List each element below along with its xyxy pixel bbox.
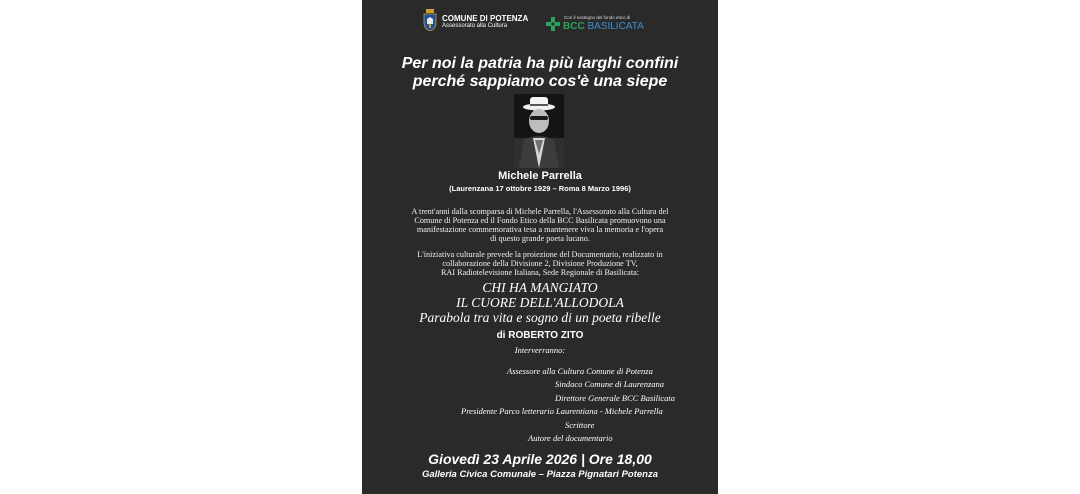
- poet-name: Michele Parrella: [498, 170, 582, 182]
- speaker-role: Presidente Parco letterario Laurentiana - Michele Parrella: [461, 406, 663, 416]
- event-date: Giovedì 23 Aprile 2026 | Ore 18,00: [428, 451, 652, 467]
- speaker-role: Direttore Generale BCC Basilicata: [555, 393, 676, 403]
- speaker-role: Scrittore: [565, 420, 595, 430]
- speaker-name: Roberto Zito: [103, 433, 163, 444]
- assessorato-name: Assessorato alla Cultura: [442, 23, 508, 29]
- comune-name: COMUNE DI POTENZA: [442, 14, 529, 23]
- comune-potenza-crest-icon: [423, 9, 437, 31]
- event-location: Galleria Civica Comunale – Piazza Pignatari Potenza: [421, 469, 658, 480]
- sponsor-region: BASILICATA: [587, 21, 644, 32]
- speaker-name: Paolo Albano: [134, 420, 198, 431]
- headline-line-2: perché sappiamo cos'è una siepe: [412, 73, 668, 90]
- intro-line: A trent'anni dalla scomparsa di Michele Parrella, l'Assessorato alla Cultura del: [411, 207, 669, 216]
- speaker-name: Giuseppe Trivigno: [103, 379, 191, 390]
- speakers-label: Interverranno:: [514, 345, 566, 355]
- intro-line: collaborazione della Divisione 2, Divisione Produzione TV,: [442, 259, 638, 268]
- sponsor-name: [563, 21, 644, 32]
- intro-line: RAI Radiotelevisione Italiana, Sede Regionale di Basilicata:: [440, 268, 640, 277]
- event-poster: [41, 0, 718, 494]
- speaker-role: Sindaco Comune di Laurenzana: [555, 379, 665, 389]
- documentary-author: di ROBERTO ZITO: [496, 330, 584, 341]
- speaker-name: Franca Nigro: [41, 406, 103, 417]
- sponsor-name-bcc: BCC: [563, 21, 585, 32]
- poet-portrait: [514, 94, 564, 168]
- sponsor-note: Con il sostegno del fondo etico di: [564, 15, 631, 20]
- speaker-role: Assessore alla Cultura Comune di Potenza: [507, 366, 653, 376]
- intro-line: Comune di Potenza ed il Fondo Etico della BCC Basilicata promuovono una: [414, 216, 666, 225]
- intro-line: di questo grande poeta lucano.: [490, 234, 590, 243]
- intro-line: L'iniziativa culturale prevede la proiezione del Documentario, realizzato in: [417, 250, 663, 259]
- headline-line-1: Per noi la patria ha più larghi confini: [401, 55, 679, 72]
- speaker-name: Roberto Falotico: [61, 366, 141, 377]
- documentary-title-line-1: CHI HA MANGIATO: [482, 280, 598, 295]
- speaker-name: Giorgio Costantino: [98, 393, 189, 404]
- poet-dates: (Laurenzana 17 ottobre 1929 – Roma 8 Marzo 1996): [449, 184, 631, 193]
- bcc-logo-icon: [546, 17, 560, 31]
- speaker-role: Autore del documentario: [528, 433, 613, 443]
- documentary-title-line-2: IL CUORE DELL'ALLODOLA: [456, 295, 624, 310]
- documentary-subtitle: Parabola tra vita e sogno di un poeta ribelle: [419, 310, 661, 325]
- intro-line: manifestazione commemorativa tesa a mantenere viva la memoria e l'opera: [416, 225, 664, 234]
